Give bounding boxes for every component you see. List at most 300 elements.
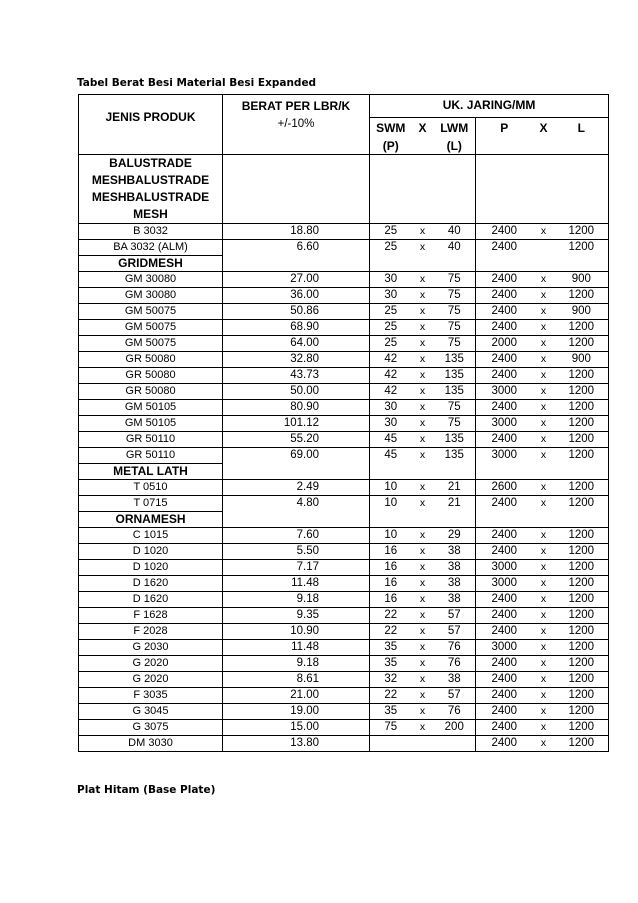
product-name: C 1015 — [79, 528, 223, 544]
header-spacer — [555, 139, 609, 155]
x-separator: x — [533, 720, 555, 736]
table-row — [79, 480, 609, 496]
header-uk-group: UK. JARING/MM — [370, 95, 609, 118]
empty-cell — [370, 512, 412, 528]
weight-value: 64.00 — [223, 336, 370, 352]
swm-value: 42 — [370, 352, 412, 368]
product-name: G 2020 — [79, 672, 223, 688]
l-value: 1200 — [555, 432, 609, 448]
p-value: 2400 — [476, 720, 533, 736]
x-separator: x — [533, 400, 555, 416]
l-value: 1200 — [555, 320, 609, 336]
l-value: 1200 — [555, 720, 609, 736]
x-separator: x — [412, 288, 434, 304]
l-value: 1200 — [555, 736, 609, 752]
group-balustrade — [79, 155, 223, 224]
p-value: 3000 — [476, 384, 533, 400]
product-name: GR 50080 — [79, 384, 223, 400]
lwm-value: 135 — [434, 352, 476, 368]
swm-value: 25 — [370, 336, 412, 352]
swm-value: 30 — [370, 416, 412, 432]
weight-value: 13.80 — [223, 736, 370, 752]
p-value: 2400 — [476, 544, 533, 560]
weight-value: 9.18 — [223, 656, 370, 672]
weight-value: 69.00 — [223, 448, 370, 464]
swm-value: 25 — [370, 240, 412, 256]
swm-value: 35 — [370, 640, 412, 656]
p-value: 3000 — [476, 576, 533, 592]
header-lwm-sub: (L) — [446, 139, 462, 153]
table-row — [79, 336, 609, 352]
lwm-value: 135 — [434, 448, 476, 464]
product-name: D 1620 — [79, 592, 223, 608]
p-value: 3000 — [476, 448, 533, 464]
table-row — [79, 592, 609, 608]
swm-value: 16 — [370, 592, 412, 608]
section-label: GRIDMESH — [79, 256, 223, 272]
product-name: GR 50110 — [79, 448, 223, 464]
x-separator: x — [412, 560, 434, 576]
l-value: 1200 — [555, 624, 609, 640]
weight-value: 36.00 — [223, 288, 370, 304]
header-lwm: LWM — [434, 117, 476, 139]
header-p: P — [476, 117, 533, 139]
lwm-value: 57 — [434, 688, 476, 704]
table-row — [79, 304, 609, 320]
swm-value: 22 — [370, 608, 412, 624]
l-value: 1200 — [555, 240, 609, 256]
swm-value: 32 — [370, 672, 412, 688]
l-value: 900 — [555, 352, 609, 368]
lwm-value: 38 — [434, 592, 476, 608]
x-separator: x — [412, 224, 434, 240]
empty-cell — [370, 256, 412, 272]
x-separator: x — [533, 432, 555, 448]
x-separator: x — [533, 368, 555, 384]
empty-cell — [476, 155, 533, 224]
x-separator: x — [533, 480, 555, 496]
p-value: 2400 — [476, 368, 533, 384]
lwm-value: 75 — [434, 400, 476, 416]
p-value: 2400 — [476, 240, 533, 256]
lwm-value: 75 — [434, 288, 476, 304]
lwm-value: 40 — [434, 240, 476, 256]
x-separator: x — [533, 352, 555, 368]
section-row — [79, 256, 609, 272]
product-name: GM 50075 — [79, 320, 223, 336]
header-swm-sub: (P) — [370, 139, 412, 155]
l-value: 1200 — [555, 704, 609, 720]
empty-cell — [412, 464, 434, 480]
x-separator: x — [412, 336, 434, 352]
swm-value: 10 — [370, 496, 412, 512]
x-separator: x — [412, 624, 434, 640]
lwm-value: 75 — [434, 272, 476, 288]
l-value: 1200 — [555, 496, 609, 512]
empty-cell — [434, 512, 476, 528]
swm-value: 45 — [370, 432, 412, 448]
weight-value: 2.49 — [223, 480, 370, 496]
x-separator: x — [533, 528, 555, 544]
table-row — [79, 240, 609, 256]
l-value: 1200 — [555, 592, 609, 608]
x-separator: x — [412, 448, 434, 464]
table-row — [79, 688, 609, 704]
p-value: 2400 — [476, 496, 533, 512]
empty-cell — [223, 512, 370, 528]
lwm-value: 21 — [434, 496, 476, 512]
table-title: Tabel Berat Besi Material Besi Expanded — [77, 77, 317, 89]
product-name: T 0715 — [79, 496, 223, 512]
x-separator: x — [533, 384, 555, 400]
group-row-balustrade — [79, 155, 609, 224]
lwm-value: 38 — [434, 672, 476, 688]
p-value: 2400 — [476, 592, 533, 608]
header-row-1 — [79, 95, 609, 118]
swm-value: 30 — [370, 400, 412, 416]
x-separator: x — [533, 640, 555, 656]
x-separator: x — [412, 640, 434, 656]
table-row — [79, 448, 609, 464]
x-separator: x — [533, 448, 555, 464]
x-separator: x — [533, 560, 555, 576]
table-row — [79, 528, 609, 544]
swm-value: 22 — [370, 624, 412, 640]
table-row — [79, 432, 609, 448]
l-value: 1200 — [555, 400, 609, 416]
x-separator: x — [533, 496, 555, 512]
weight-value: 6.60 — [223, 240, 370, 256]
l-value: 1200 — [555, 288, 609, 304]
table-row — [79, 544, 609, 560]
product-name: G 3075 — [79, 720, 223, 736]
x-separator: x — [533, 688, 555, 704]
p-value: 2400 — [476, 688, 533, 704]
swm-value: 25 — [370, 224, 412, 240]
header-x2: X — [533, 117, 555, 139]
x-separator: x — [533, 304, 555, 320]
header-spacer — [476, 139, 533, 155]
x-separator: x — [533, 736, 555, 752]
p-value: 2400 — [476, 432, 533, 448]
product-name: GM 30080 — [79, 288, 223, 304]
empty-cell — [434, 155, 476, 224]
x-separator: x — [412, 432, 434, 448]
swm-value: 30 — [370, 288, 412, 304]
product-name: B 3032 — [79, 224, 223, 240]
header-spacer — [412, 139, 434, 155]
product-name: GR 50080 — [79, 368, 223, 384]
empty-cell — [555, 155, 609, 224]
x-separator: x — [533, 416, 555, 432]
p-value: 2400 — [476, 352, 533, 368]
x-separator: x — [533, 544, 555, 560]
l-value: 1200 — [555, 608, 609, 624]
x-separator: x — [533, 336, 555, 352]
empty-cell — [555, 464, 609, 480]
lwm-value: 135 — [434, 384, 476, 400]
x-separator: x — [412, 528, 434, 544]
product-name: DM 3030 — [79, 736, 223, 752]
p-value: 2400 — [476, 704, 533, 720]
p-value: 2600 — [476, 480, 533, 496]
swm-value: 16 — [370, 560, 412, 576]
lwm-value: 21 — [434, 480, 476, 496]
lwm-value: 38 — [434, 560, 476, 576]
weight-value: 15.00 — [223, 720, 370, 736]
weight-value: 101.12 — [223, 416, 370, 432]
weight-value: 9.18 — [223, 592, 370, 608]
product-name: D 1020 — [79, 560, 223, 576]
l-value: 1200 — [555, 336, 609, 352]
p-value: 2400 — [476, 304, 533, 320]
p-value: 2400 — [476, 528, 533, 544]
l-value: 900 — [555, 304, 609, 320]
swm-value — [370, 736, 412, 752]
l-value: 1200 — [555, 368, 609, 384]
lwm-value: 40 — [434, 224, 476, 240]
table-row — [79, 656, 609, 672]
x-separator: x — [412, 352, 434, 368]
lwm-value: 76 — [434, 640, 476, 656]
product-name: BA 3032 (ALM) — [79, 240, 223, 256]
weight-value: 18.80 — [223, 224, 370, 240]
empty-cell — [555, 256, 609, 272]
table-row — [79, 320, 609, 336]
x-separator — [412, 736, 434, 752]
l-value: 1200 — [555, 672, 609, 688]
weight-value: 68.90 — [223, 320, 370, 336]
x-separator: x — [412, 480, 434, 496]
swm-value: 25 — [370, 304, 412, 320]
group-line: BALUSTRADE — [109, 156, 192, 170]
x-separator: x — [412, 704, 434, 720]
empty-cell — [412, 155, 434, 224]
product-name: GM 50105 — [79, 400, 223, 416]
x-separator: x — [412, 672, 434, 688]
empty-cell — [434, 464, 476, 480]
empty-cell — [223, 256, 370, 272]
header-spacer — [223, 139, 370, 155]
x-separator: x — [533, 704, 555, 720]
header-l: L — [555, 117, 609, 139]
lwm-value: 38 — [434, 544, 476, 560]
weight-value: 43.73 — [223, 368, 370, 384]
group-line: MESH — [133, 207, 168, 221]
product-name: D 1020 — [79, 544, 223, 560]
x-separator: x — [533, 576, 555, 592]
section-row — [79, 512, 609, 528]
empty-cell — [370, 155, 412, 224]
table-row — [79, 400, 609, 416]
table-row — [79, 608, 609, 624]
header-row-3 — [79, 139, 609, 155]
x-separator: x — [412, 576, 434, 592]
lwm-value: 75 — [434, 320, 476, 336]
swm-value: 16 — [370, 544, 412, 560]
swm-value: 42 — [370, 368, 412, 384]
product-name: T 0510 — [79, 480, 223, 496]
x-separator: x — [412, 272, 434, 288]
lwm-value: 75 — [434, 416, 476, 432]
p-value: 2400 — [476, 672, 533, 688]
table-row — [79, 272, 609, 288]
weight-table — [78, 94, 609, 752]
header-spacer — [79, 139, 223, 155]
header-weight-line2: +/-10% — [223, 117, 370, 139]
swm-value: 30 — [370, 272, 412, 288]
x-separator: x — [412, 304, 434, 320]
lwm-value — [434, 736, 476, 752]
x-separator: x — [412, 688, 434, 704]
empty-cell — [555, 512, 609, 528]
l-value: 1200 — [555, 560, 609, 576]
product-name: GM 50075 — [79, 304, 223, 320]
l-value: 1200 — [555, 448, 609, 464]
l-value: 1200 — [555, 656, 609, 672]
x-separator: x — [412, 592, 434, 608]
swm-value: 10 — [370, 528, 412, 544]
x-separator: x — [412, 400, 434, 416]
product-name: GM 30080 — [79, 272, 223, 288]
p-value: 2400 — [476, 624, 533, 640]
l-value: 1200 — [555, 480, 609, 496]
weight-value: 32.80 — [223, 352, 370, 368]
x-separator: x — [412, 720, 434, 736]
table-row — [79, 384, 609, 400]
swm-value: 75 — [370, 720, 412, 736]
table-row — [79, 640, 609, 656]
empty-cell — [533, 512, 555, 528]
x-separator: x — [533, 272, 555, 288]
x-separator: x — [533, 320, 555, 336]
product-name: G 3045 — [79, 704, 223, 720]
table-row — [79, 672, 609, 688]
weight-value: 7.60 — [223, 528, 370, 544]
empty-cell — [412, 256, 434, 272]
lwm-value: 135 — [434, 368, 476, 384]
x-separator: x — [533, 592, 555, 608]
table-row — [79, 560, 609, 576]
x-separator: x — [412, 608, 434, 624]
table-row — [79, 352, 609, 368]
swm-value: 25 — [370, 320, 412, 336]
x-separator: x — [412, 416, 434, 432]
table-row — [79, 624, 609, 640]
x-separator: x — [412, 384, 434, 400]
weight-value: 8.61 — [223, 672, 370, 688]
empty-cell — [370, 464, 412, 480]
p-value: 2400 — [476, 656, 533, 672]
p-value: 3000 — [476, 560, 533, 576]
l-value: 1200 — [555, 576, 609, 592]
swm-value: 10 — [370, 480, 412, 496]
product-name: F 2028 — [79, 624, 223, 640]
section-row — [79, 464, 609, 480]
product-name: GM 50105 — [79, 416, 223, 432]
x-separator: x — [412, 496, 434, 512]
section-label: ORNAMESH — [79, 512, 223, 528]
x-separator: x — [533, 624, 555, 640]
l-value: 1200 — [555, 544, 609, 560]
p-value: 2000 — [476, 336, 533, 352]
empty-cell — [533, 464, 555, 480]
empty-cell — [412, 512, 434, 528]
table-row — [79, 720, 609, 736]
header-product: JENIS PRODUK — [79, 95, 223, 140]
header-swm: SWM — [370, 117, 412, 139]
l-value: 1200 — [555, 384, 609, 400]
lwm-value: 57 — [434, 624, 476, 640]
l-value: 1200 — [555, 688, 609, 704]
table-row — [79, 288, 609, 304]
lwm-value: 200 — [434, 720, 476, 736]
empty-cell — [223, 155, 370, 224]
weight-value: 5.50 — [223, 544, 370, 560]
x-separator: x — [412, 544, 434, 560]
table-row — [79, 416, 609, 432]
empty-cell — [533, 256, 555, 272]
empty-cell — [434, 256, 476, 272]
swm-value: 42 — [370, 384, 412, 400]
weight-value: 21.00 — [223, 688, 370, 704]
lwm-value: 38 — [434, 576, 476, 592]
x-separator: x — [533, 288, 555, 304]
product-name: F 3035 — [79, 688, 223, 704]
weight-value: 9.35 — [223, 608, 370, 624]
x-separator: x — [412, 368, 434, 384]
p-value: 3000 — [476, 640, 533, 656]
lwm-value: 75 — [434, 304, 476, 320]
lwm-value: 76 — [434, 704, 476, 720]
lwm-value: 57 — [434, 608, 476, 624]
header-spacer — [533, 139, 555, 155]
product-name: G 2030 — [79, 640, 223, 656]
lwm-value: 29 — [434, 528, 476, 544]
table-row — [79, 368, 609, 384]
table-row — [79, 576, 609, 592]
lwm-value: 76 — [434, 656, 476, 672]
empty-cell — [476, 512, 533, 528]
p-value: 2400 — [476, 320, 533, 336]
p-value: 2400 — [476, 736, 533, 752]
swm-value: 45 — [370, 448, 412, 464]
x-separator: x — [412, 656, 434, 672]
l-value: 900 — [555, 272, 609, 288]
x-separator: x — [412, 240, 434, 256]
group-line: MESHBALUSTRADE — [91, 190, 210, 204]
empty-cell — [476, 464, 533, 480]
table-row — [79, 224, 609, 240]
table-row — [79, 736, 609, 752]
x-separator — [533, 240, 555, 256]
empty-cell — [533, 155, 555, 224]
next-section-title: Plat Hitam (Base Plate) — [77, 784, 216, 796]
empty-cell — [476, 256, 533, 272]
weight-value: 4.80 — [223, 496, 370, 512]
x-separator: x — [533, 224, 555, 240]
p-value: 2400 — [476, 608, 533, 624]
weight-value: 19.00 — [223, 704, 370, 720]
group-line: MESHBALUSTRADE — [91, 173, 210, 187]
l-value: 1200 — [555, 224, 609, 240]
l-value: 1200 — [555, 528, 609, 544]
product-name: GR 50080 — [79, 352, 223, 368]
product-name: G 2020 — [79, 656, 223, 672]
swm-value: 16 — [370, 576, 412, 592]
x-separator: x — [533, 656, 555, 672]
table-row — [79, 704, 609, 720]
